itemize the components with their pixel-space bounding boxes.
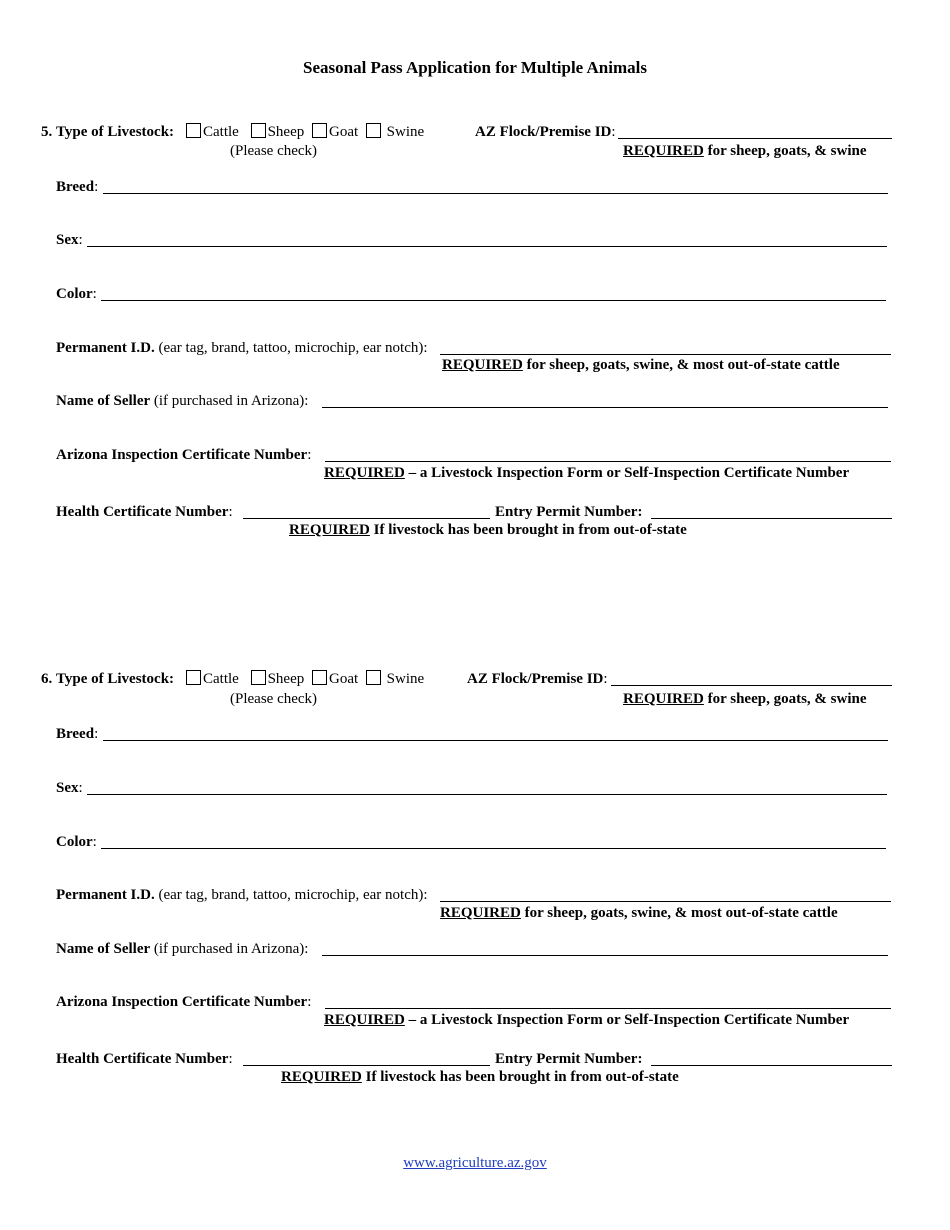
swine-checkbox[interactable] <box>366 123 381 138</box>
sex-label: Sex: <box>56 232 83 248</box>
livestock-options <box>186 670 424 688</box>
inspection-certificate-field[interactable] <box>325 1008 891 1009</box>
health-certificate-label: Health Certificate Number: <box>56 504 233 520</box>
sheep-option-label: Sheep <box>267 671 305 687</box>
health-required-note: REQUIRED If livestock has been brought in from out-of-state <box>289 522 687 538</box>
goat-option-label: Goat <box>329 671 359 687</box>
please-check-note: (Please check) <box>230 143 318 159</box>
breed-label: Breed: <box>56 726 99 742</box>
inspection-certificate-label: Arizona Inspection Certificate Number: <box>56 994 312 1010</box>
cattle-checkbox[interactable] <box>186 670 201 685</box>
type-of-livestock-label: Type of Livestock: <box>56 671 175 687</box>
color-label: Color: <box>56 834 97 850</box>
entry-permit-label: Entry Permit Number: <box>495 504 643 520</box>
swine-option-label: Swine <box>386 124 425 140</box>
flock-premise-id-label: AZ Flock/Premise ID: <box>467 671 608 687</box>
permanent-id-field[interactable] <box>440 901 891 902</box>
cattle-checkbox[interactable] <box>186 123 201 138</box>
type-of-livestock-row <box>41 670 174 688</box>
permanent-id-required-note: REQUIRED for sheep, goats, swine, & most out-of-state cattle <box>440 905 838 921</box>
goat-checkbox[interactable] <box>312 123 327 138</box>
flock-required-note: REQUIRED for sheep, goats, & swine <box>623 691 867 707</box>
inspection-certificate-label: Arizona Inspection Certificate Number: <box>56 447 312 463</box>
health-required-note: REQUIRED If livestock has been brought in from out-of-state <box>281 1069 679 1085</box>
entry-permit-label: Entry Permit Number: <box>495 1051 643 1067</box>
inspection-certificate-field[interactable] <box>325 461 891 462</box>
cattle-option-label: Cattle <box>203 671 239 687</box>
swine-checkbox[interactable] <box>366 670 381 685</box>
flock-premise-id-label: AZ Flock/Premise ID: <box>475 124 616 140</box>
health-certificate-label: Health Certificate Number: <box>56 1051 233 1067</box>
sheep-option-label: Sheep <box>267 124 305 140</box>
livestock-options <box>186 123 424 141</box>
page-title: Seasonal Pass Application for Multiple Animals <box>303 58 647 77</box>
goat-option-label: Goat <box>329 124 359 140</box>
flock-required-note: REQUIRED for sheep, goats, & swine <box>623 143 867 159</box>
permanent-id-label: Permanent I.D. (ear tag, brand, tattoo, microchip, ear notch): <box>56 340 428 356</box>
seller-field[interactable] <box>322 955 888 956</box>
color-label: Color: <box>56 286 97 302</box>
inspection-required-note: REQUIRED – a Livestock Inspection Form or Self-Inspection Certificate Number <box>324 1012 850 1028</box>
permanent-id-field[interactable] <box>440 354 891 355</box>
section-number: 6. <box>41 671 53 687</box>
cattle-option-label: Cattle <box>203 124 239 140</box>
flock-premise-id-field[interactable] <box>618 138 892 139</box>
type-of-livestock-row <box>41 123 174 141</box>
type-of-livestock-label: Type of Livestock: <box>56 124 175 140</box>
breed-label: Breed: <box>56 179 99 195</box>
sheep-checkbox[interactable] <box>251 123 266 138</box>
sex-label: Sex: <box>56 780 83 796</box>
entry-permit-field[interactable] <box>651 518 892 519</box>
sheep-checkbox[interactable] <box>251 670 266 685</box>
please-check-note: (Please check) <box>230 691 318 707</box>
goat-checkbox[interactable] <box>312 670 327 685</box>
flock-premise-id-field[interactable] <box>611 685 892 686</box>
color-field[interactable] <box>101 848 886 849</box>
health-certificate-field[interactable] <box>243 1065 490 1066</box>
breed-field[interactable] <box>103 740 888 741</box>
inspection-required-note: REQUIRED – a Livestock Inspection Form or Self-Inspection Certificate Number <box>324 465 850 481</box>
swine-option-label: Swine <box>386 671 425 687</box>
sex-field[interactable] <box>87 246 887 247</box>
seller-field[interactable] <box>322 407 888 408</box>
color-field[interactable] <box>101 300 886 301</box>
section-number: 5. <box>41 124 53 140</box>
seller-label: Name of Seller (if purchased in Arizona): <box>56 941 309 957</box>
sex-field[interactable] <box>87 794 887 795</box>
permanent-id-label: Permanent I.D. (ear tag, brand, tattoo, microchip, ear notch): <box>56 887 428 903</box>
permanent-id-required-note: REQUIRED for sheep, goats, swine, & most out-of-state cattle <box>442 357 840 373</box>
seller-label: Name of Seller (if purchased in Arizona): <box>56 393 309 409</box>
breed-field[interactable] <box>103 193 888 194</box>
entry-permit-field[interactable] <box>651 1065 892 1066</box>
website-link[interactable]: www.agriculture.az.gov <box>403 1155 547 1171</box>
health-certificate-field[interactable] <box>243 518 490 519</box>
